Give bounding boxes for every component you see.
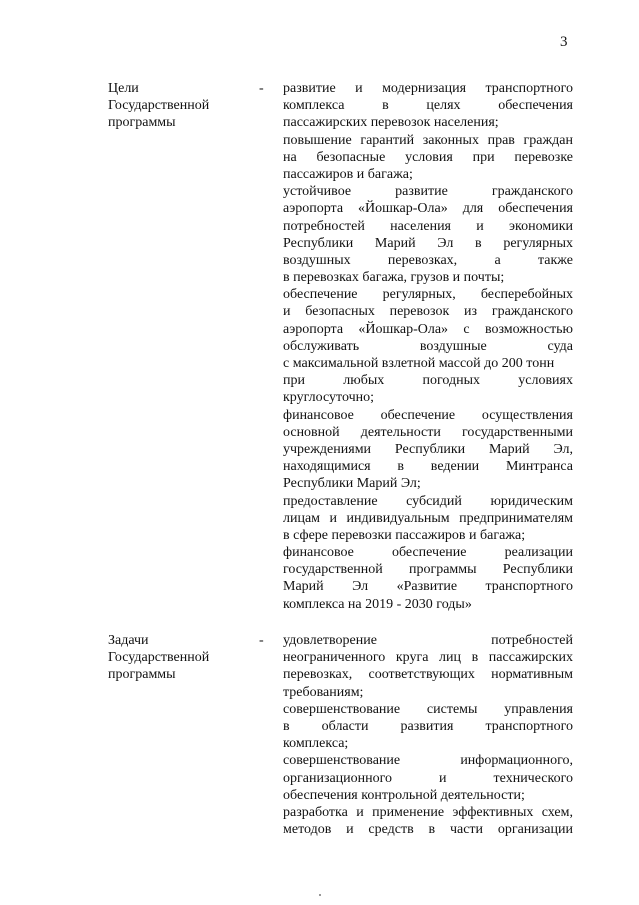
text-line: с максимальной взлетной массой до 200 тонн <box>283 356 555 371</box>
label-line: Цели <box>108 81 139 96</box>
page-mark <box>319 894 321 896</box>
text-line: пассажиров и багажа; <box>283 166 413 182</box>
text-line: при любых погодных условиях <box>283 373 573 389</box>
text-line: предоставление субсидий юридическим <box>283 493 573 509</box>
text-line: и безопасных перевозок из гражданского <box>283 304 573 320</box>
text-line: потребностей населения и экономики <box>283 218 573 234</box>
section-dash: - <box>259 81 264 96</box>
label-line: Государственной <box>108 650 210 665</box>
text-line: пассажирских перевозок населения; <box>283 115 499 131</box>
text-line: методов и средств в части организации <box>283 822 573 838</box>
text-line: устойчивое развитие гражданского <box>283 184 573 200</box>
text-line: комплекса в целях обеспечения <box>283 98 573 114</box>
text-line: государственной программы Республики <box>283 562 573 578</box>
text-line: комплекса; <box>283 736 349 752</box>
text-line: финансовое обеспечение реализации <box>283 545 573 561</box>
page-number: 3 <box>560 34 568 50</box>
text-line: комплекса на 2019 - 2030 годы» <box>283 596 472 612</box>
text-line: основной деятельности государственными <box>283 424 573 440</box>
text-line: финансовое обеспечение осуществления <box>283 407 573 423</box>
text-line: неограниченного круга лиц в пассажирских <box>283 650 573 666</box>
text-line: удовлетворение потребностей <box>283 633 573 648</box>
label-line: программы <box>108 115 176 130</box>
text-line: воздушных перевозках, а также <box>283 252 573 268</box>
text-line: круглосуточно; <box>283 390 375 406</box>
text-line: Марий Эл «Развитие транспортного <box>283 579 573 595</box>
text-line: в области развития транспортного <box>283 718 573 734</box>
text-line: повышение гарантий законных прав граждан <box>283 132 573 148</box>
text-line: на безопасные условия при перевозке <box>283 149 573 165</box>
section-tasks-label <box>108 632 258 683</box>
label-line: Государственной <box>108 98 210 113</box>
section-tasks-body <box>283 632 573 838</box>
label-line: программы <box>108 667 176 682</box>
text-line: в перевозках багажа, грузов и почты; <box>283 270 505 286</box>
text-line: аэропорта «Йошкар-Ола» с возможностью <box>283 321 573 337</box>
text-line: перевозках, соответствующих нормативным <box>283 667 573 683</box>
text-line: организационного и технического <box>283 770 573 786</box>
text-line: учреждениями Республики Марий Эл, <box>283 441 573 457</box>
text-line: аэропорта «Йошкар-Ола» для обеспечения <box>283 201 573 217</box>
text-line: в сфере перевозки пассажиров и багажа; <box>283 527 526 543</box>
section-dash: - <box>259 633 264 648</box>
text-line: обслуживать воздушные суда <box>283 338 573 354</box>
text-line: совершенствование информационного, <box>283 753 573 769</box>
text-line: разработка и применение эффективных схем, <box>283 804 573 820</box>
text-line: развитие и модернизация транспортного <box>283 81 573 96</box>
section-goals-label <box>108 80 258 131</box>
label-line: Задачи <box>108 633 149 648</box>
text-line: обеспечение регулярных, бесперебойных <box>283 287 573 303</box>
text-line: Республики Марий Эл; <box>283 476 421 492</box>
text-line: обеспечения контрольной деятельности; <box>283 787 525 803</box>
text-line: находящимися в ведении Минтранса <box>283 459 573 475</box>
section-goals-body <box>283 80 573 613</box>
text-line: лицам и индивидуальным предпринимателям <box>283 510 573 526</box>
text-line: Республики Марий Эл в регулярных <box>283 235 573 251</box>
text-line: требованиям; <box>283 684 364 700</box>
text-line: совершенствование системы управления <box>283 701 573 717</box>
